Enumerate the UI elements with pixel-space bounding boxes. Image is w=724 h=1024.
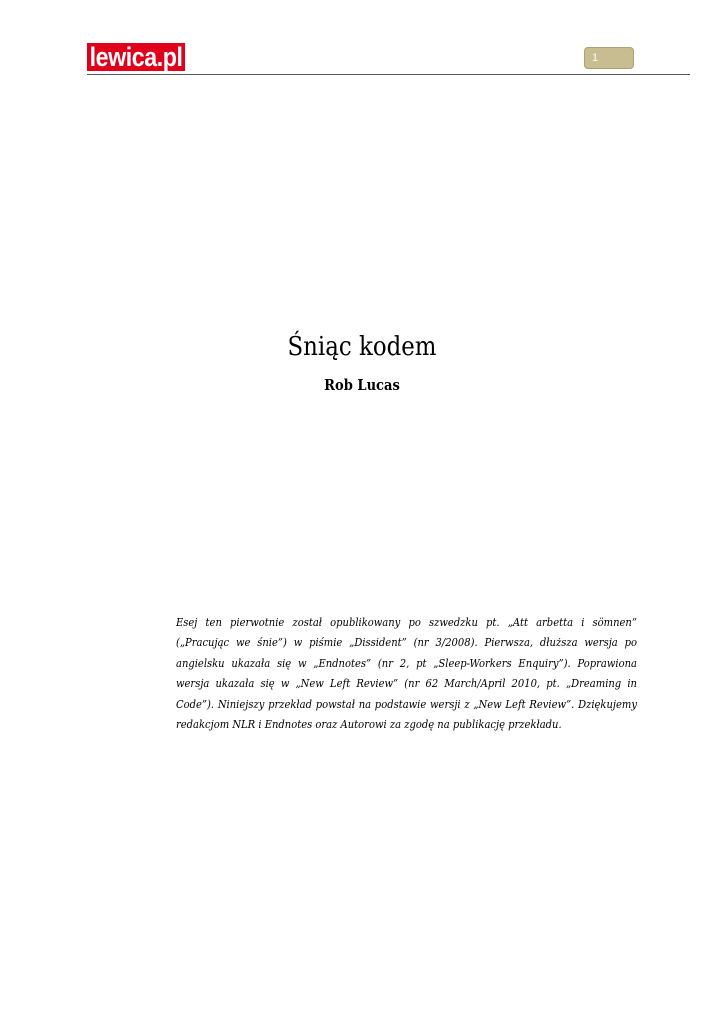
page-number: 1: [592, 52, 599, 64]
header-divider: [87, 74, 690, 75]
document-author: Rob Lucas: [324, 377, 400, 394]
document-title: Śniąc kodem: [287, 332, 437, 362]
publication-note: Esej ten pierwotnie został opublikowany po szwedzku pt. „Att arbetta i sömnen” („Pracując we śnie”) w piśmie „Dissident” (nr 3/2008). Pierwsza, dłuższa wersja po angielsku ukazała się w „Endnotes” (nr 2, pt „Sleep-Workers Enquiry”). Poprawiona wersja ukazała się w „New Left Review” (nr 62 March/April 2010, pt. „Dreaming in Code”). Niniejszy przekład powstał na podstawie wersji z „New Left Review”. Dziękujemy redakcjom NLR i Endnotes oraz Autorowi za zgodę na publikację przekładu.: [176, 615, 637, 732]
page-number-badge: [584, 47, 634, 69]
site-logo: lewica.pl: [87, 43, 185, 71]
